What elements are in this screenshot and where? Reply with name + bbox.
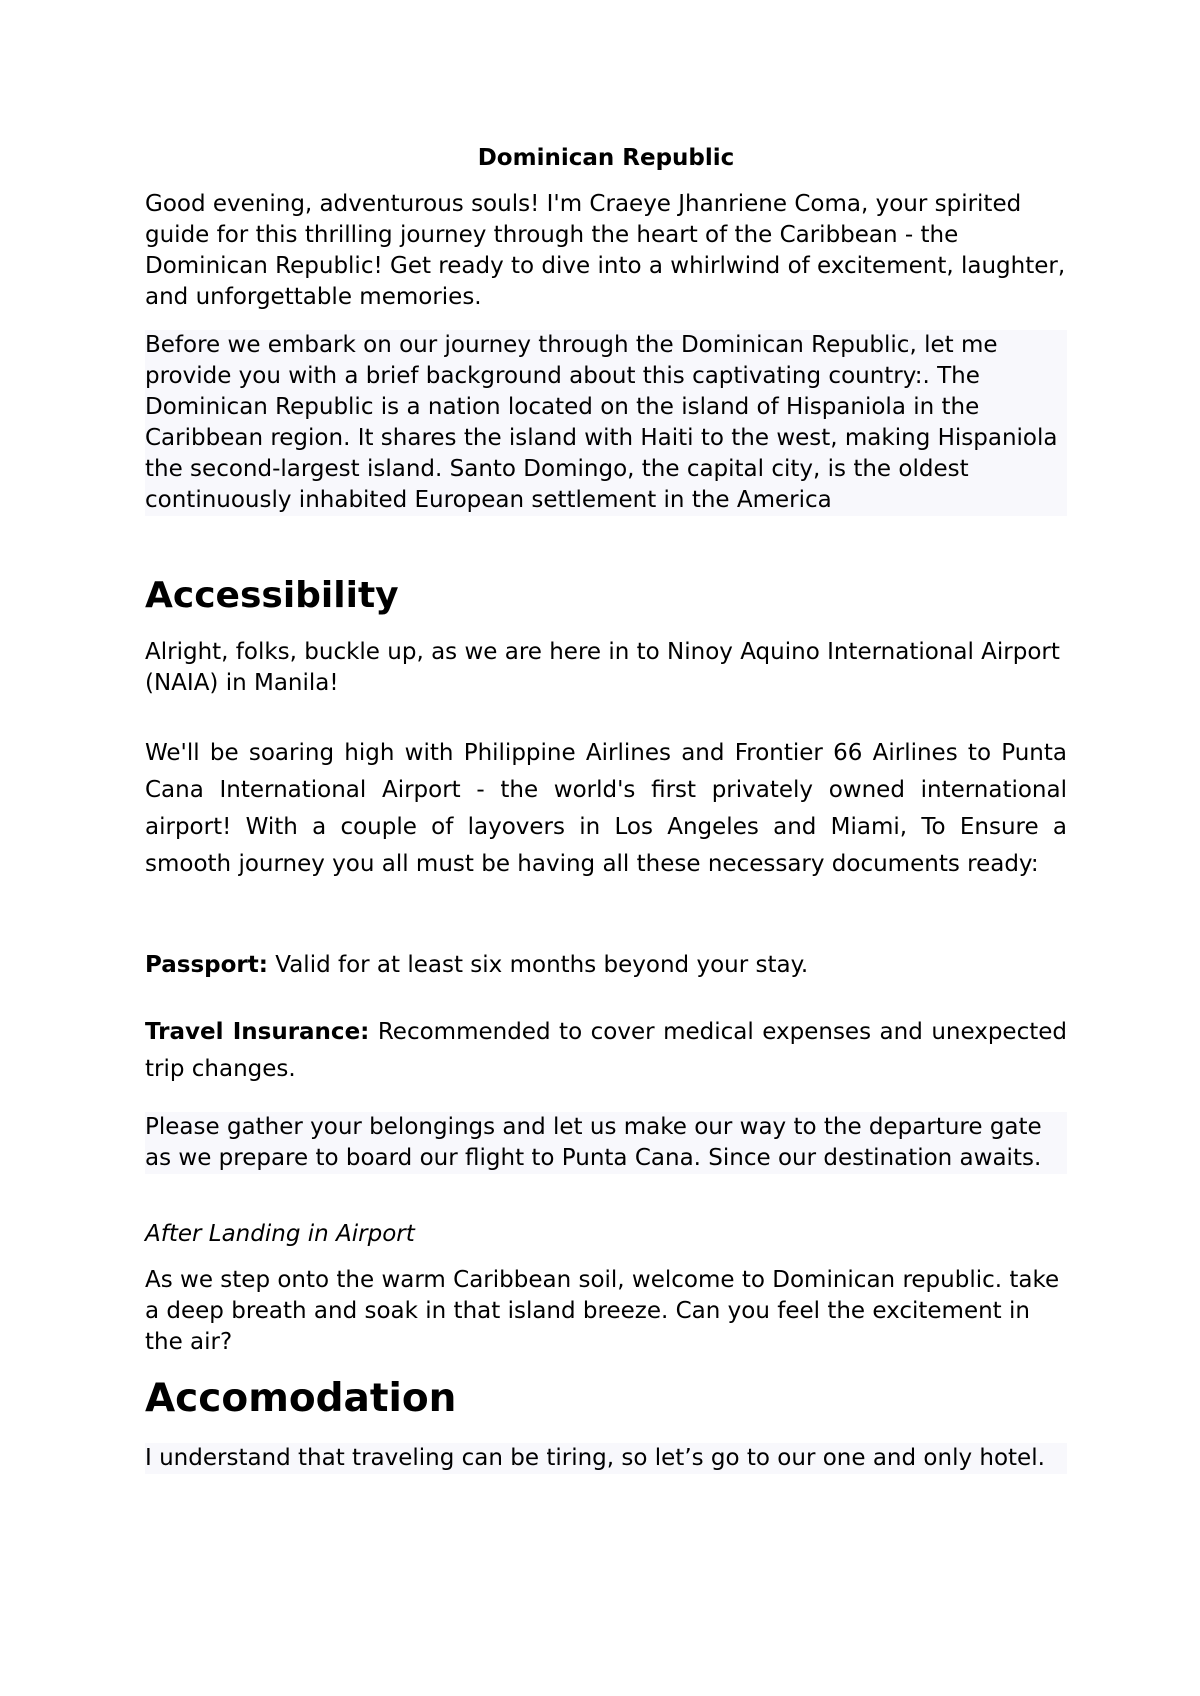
accessibility-heading: Accessibility: [145, 575, 399, 616]
departure-paragraph: Please gather your belongings and let us make our way to the departure gate as we prepare to board our flight to Punta Cana. Since our destination awaits.: [145, 1112, 1067, 1174]
intro-paragraph: Good evening, adventurous souls! I'm Craeye Jhanriene Coma, your spirited guide for this thrilling journey through the heart of the Caribbean - the Dominican Republic! Get ready to dive into a whirlwind of excitement, laughter, and unforgettable memories.: [145, 191, 1066, 310]
accommodation-paragraph: I understand that traveling can be tiring, so let’s go to our one and only hotel.: [145, 1443, 1067, 1474]
background-paragraph: Before we embark on our journey through the Dominican Republic, let me provide you with a brief background about this captivating country:. The Dominican Republic is a nation located on the island of Hispaniola in the Caribbean region. It shares the island with Haiti to the west, making Hispaniola the second-largest island. Santo Domingo, the capital city, is the oldest continuously inhabited European settlement in the America: [145, 330, 1067, 516]
insurance-text: Recommended to cover medical expenses and unexpected trip changes.: [145, 1019, 1067, 1082]
insurance-label: Travel Insurance:: [145, 1019, 370, 1045]
passport-text: Valid for at least six months beyond your stay.: [267, 952, 809, 978]
passport-requirement: [145, 950, 1067, 981]
flight-info-paragraph: We'll be soaring high with Philippine Airlines and Frontier 66 Airlines to Punta Cana International Airport - the world's first privately owned international airport! With a couple of layovers in Los Angeles and Miami, To Ensure a smooth journey you all must be having all these necessary documents ready:: [145, 740, 1067, 877]
accommodation-heading: Accomodation: [145, 1376, 457, 1421]
document-title: Dominican Republic: [477, 145, 735, 171]
after-landing-label: After Landing in Airport: [145, 1221, 415, 1247]
arrival-paragraph: As we step onto the warm Caribbean soil, welcome to Dominican republic. take a deep breath and soak in that island breeze. Can you feel the excitement in the air?: [145, 1267, 1060, 1355]
passport-label: Passport:: [145, 952, 268, 978]
insurance-requirement: [145, 1014, 1067, 1088]
airport-intro-paragraph: Alright, folks, buckle up, as we are here in to Ninoy Aquino International Airport (NAIA) in Manila!: [145, 639, 1060, 696]
